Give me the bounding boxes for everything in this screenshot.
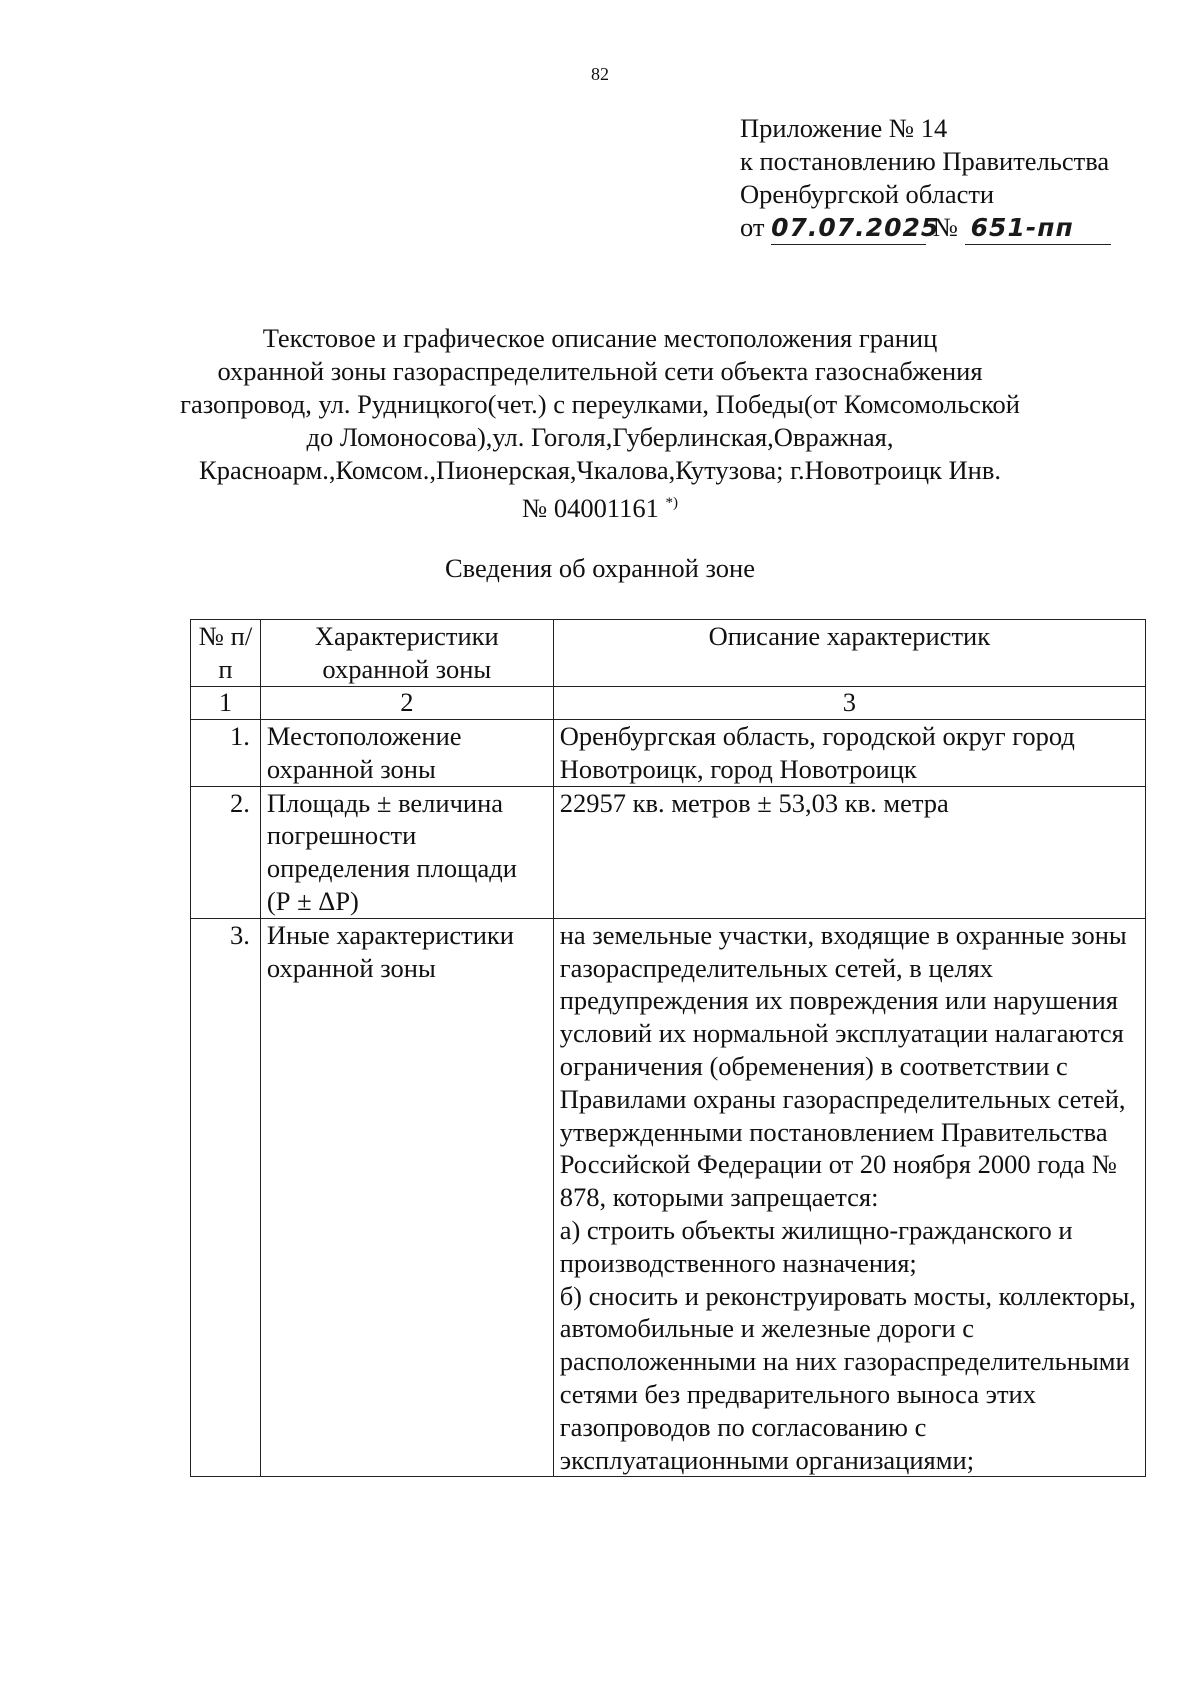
- description-paragraph: на земельные участки, входящие в охранные зоны газораспределительных сетей, в целях предупреждения их повреждения или нарушения условий их нормальной эксплуатации налагаются ограничения (обременения) в соответствии с Правилами охраны газораспределительных сетей, утвержденными постановлением Правительства Российской Федерации от 20 ноября 2000 года № 878, которыми запрещается:: [559, 919, 1127, 1213]
- row-description: [553, 720, 1145, 787]
- row-description: [553, 786, 1145, 918]
- appendix-date-line: [740, 211, 1180, 245]
- appendix-line-3: Оренбургской области: [740, 179, 995, 209]
- title-line: охранной зоны газораспределительной сети объекта газоснабжения: [217, 356, 983, 386]
- description-paragraph: а) строить объекты жилищно-гражданского и производственного назначения;: [559, 1214, 1073, 1278]
- inventory-number: № 04001161: [521, 492, 659, 523]
- table-row: [191, 720, 1146, 787]
- handwritten-date: 07.07.2025: [771, 211, 926, 245]
- column-number: 2: [260, 687, 553, 720]
- header-cell-characteristic: Характеристики охранной зоны: [260, 620, 553, 687]
- table-header-row: [191, 620, 1146, 687]
- footnote-mark: *): [665, 495, 679, 511]
- row-number: 2.: [191, 786, 261, 918]
- handwritten-number: 651-пп: [965, 211, 1111, 245]
- column-number-row: [191, 687, 1146, 720]
- description-paragraph: б) сносить и реконструировать мосты, коллекторы, автомобильные и железные дороги с расположенными на них газораспределительными сетями без предварительного выноса этих газопроводов по согласованию с эксплуатационными организациями;: [559, 1280, 1136, 1475]
- appendix-block: [740, 112, 1180, 245]
- table-row: [191, 786, 1146, 918]
- zone-info-table: [190, 619, 1146, 1477]
- row-description: [553, 918, 1145, 1477]
- title-line-last: [150, 487, 1050, 525]
- table-row: [191, 918, 1146, 1477]
- row-number: 3.: [191, 918, 261, 1477]
- title-line: до Ломоносова),ул. Гоголя,Губерлинская,Овражная,: [306, 422, 894, 452]
- title-line: газопровод, ул. Рудницкого(чет.) с переулками, Победы(от Комсомольской: [180, 389, 1020, 419]
- page-number: 82: [591, 64, 609, 84]
- row-characteristic: Площадь ± величина погрешности определения площади (Р ± ΔР): [260, 786, 553, 918]
- document-title: [150, 322, 1050, 525]
- title-line: Красноарм.,Комсом.,Пионерская,Чкалова,Кутузова; г.Новотроицк Инв.: [199, 455, 1001, 485]
- header-cell-number: № п/п: [191, 620, 261, 687]
- description-paragraph: Оренбургская область, городской округ город Новотроицк, город Новотроицк: [559, 721, 1075, 784]
- number-label: №: [932, 212, 959, 242]
- row-characteristic: Местоположение охранной зоны: [260, 720, 553, 787]
- column-number: 3: [553, 687, 1145, 720]
- description-paragraph: 22957 кв. метров ± 53,03 кв. метра: [559, 787, 949, 818]
- appendix-line-2: к постановлению Правительства: [740, 146, 1110, 176]
- title-line: Текстовое и графическое описание местоположения границ: [262, 323, 938, 353]
- row-number: 1.: [191, 720, 261, 787]
- header-cell-description: Описание характеристик: [553, 620, 1145, 687]
- from-label: от: [740, 212, 765, 242]
- row-characteristic: Иные характеристики охранной зоны: [260, 918, 553, 1477]
- column-number: 1: [191, 687, 261, 720]
- appendix-line-1: Приложение № 14: [740, 113, 948, 143]
- section-subtitle: Сведения об охранной зоне: [444, 553, 755, 583]
